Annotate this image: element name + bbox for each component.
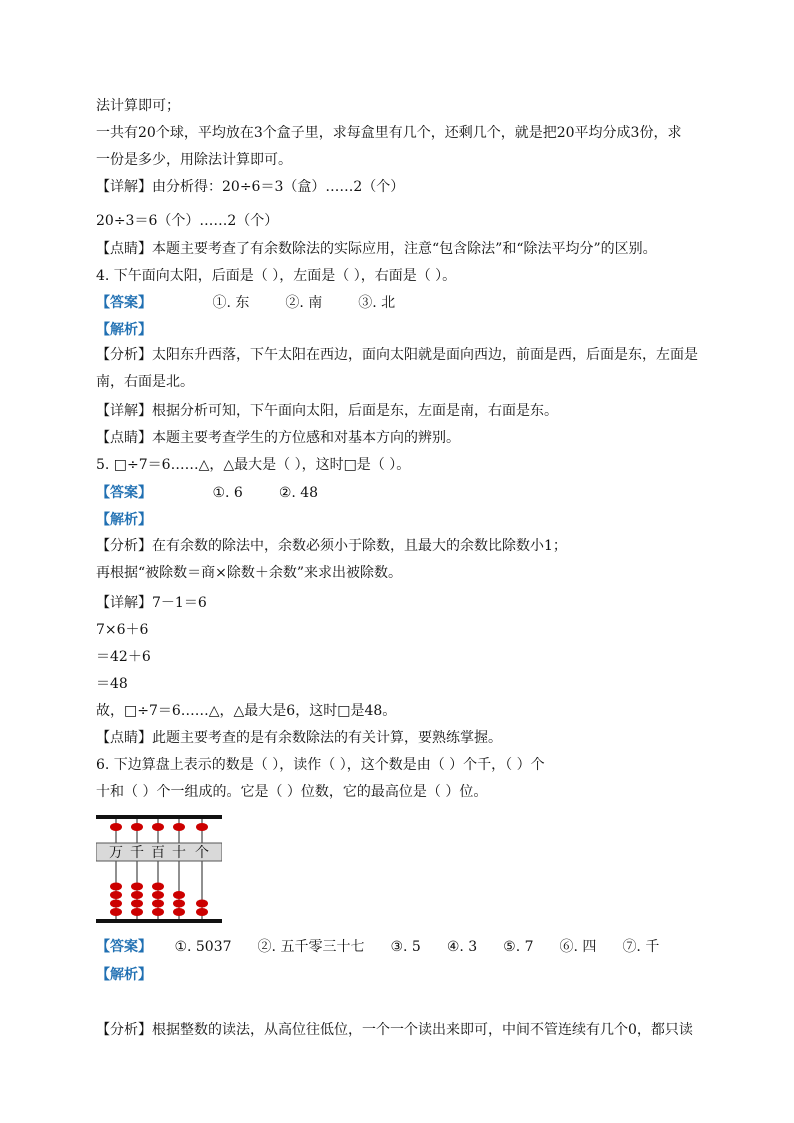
answer-label: 【答案】 xyxy=(96,485,152,501)
answer-item: ①. 东 xyxy=(212,295,250,311)
answer-items xyxy=(212,485,354,501)
text-line: 6. 下边算盘上表示的数是（ ），读作（ ），这个数是由（ ）个千，（ ）个 xyxy=(96,757,545,773)
abacus-upper-bead xyxy=(152,823,164,831)
text-line: 【分析】太阳东升西落，下午太阳在西边，面向太阳就是面向西边，前面是西，后面是东，左面是 xyxy=(96,347,698,363)
answer-item: ②. 南 xyxy=(285,295,323,311)
abacus-lower-bead xyxy=(173,908,185,916)
answer-item: ②. 48 xyxy=(278,485,319,501)
text-line: 【详解】由分析得：20÷6＝3（盒）……2（个） xyxy=(96,179,405,195)
abacus-lower-bead xyxy=(110,891,122,899)
text-line: ＝42＋6 xyxy=(96,649,151,665)
abacus-lower-bead xyxy=(173,900,185,908)
answer-item: ③. 5 xyxy=(390,939,421,955)
answer-label: 【答案】 xyxy=(96,295,152,311)
abacus-place-label: 十 xyxy=(172,845,186,861)
answer-item: ⑦. 千 xyxy=(622,939,660,955)
abacus-lower-bead xyxy=(131,891,143,899)
text-line: 再根据“被除数＝商×除数＋余数”来求出被除数。 xyxy=(96,565,403,581)
q4-answer-row xyxy=(96,294,706,312)
text-line: 【点睛】本题主要考查学生的方位感和对基本方向的辨别。 xyxy=(96,430,460,446)
answer-item: ⑥. 四 xyxy=(559,939,597,955)
text-line: 法计算即可； xyxy=(96,98,180,114)
abacus-upper-bead xyxy=(196,823,208,831)
analysis-label: 【解析】 xyxy=(96,512,152,528)
text-line: 【详解】7－1＝6 xyxy=(96,595,207,611)
text-line: 南，右面是北。 xyxy=(96,374,194,390)
answer-item: ④. 3 xyxy=(446,939,478,955)
abacus-place-label: 万 xyxy=(109,845,123,861)
abacus-upper-bead xyxy=(173,823,185,831)
abacus-lower-bead xyxy=(173,891,185,899)
answer-item: ③. 北 xyxy=(358,295,396,311)
abacus-lower-bead xyxy=(152,908,164,916)
abacus-lower-bead xyxy=(196,900,208,908)
answer-label: 【答案】 xyxy=(96,939,152,955)
abacus-bottom-bar xyxy=(96,919,222,923)
answer-items xyxy=(174,939,685,955)
text-line: 5. □÷7＝6……△，△最大是（ ），这时□是（ ）。 xyxy=(96,457,411,473)
analysis-label: 【解析】 xyxy=(96,967,152,983)
abacus-lower-bead xyxy=(152,883,164,891)
abacus-place-label: 千 xyxy=(130,845,144,861)
abacus-lower-bead xyxy=(131,908,143,916)
text-line: 十和（ ）个一组成的。它是（ ）位数，它的最高位是（ ）位。 xyxy=(96,784,488,800)
abacus-lower-bead xyxy=(152,891,164,899)
text-line: 20÷3＝6（个）……2（个） xyxy=(96,213,279,229)
text-line: 7×6＋6 xyxy=(96,622,149,638)
answer-item: ⑤. 7 xyxy=(503,939,534,955)
abacus-lower-bead xyxy=(131,883,143,891)
q5-answer-row xyxy=(96,484,706,502)
abacus-lower-bead xyxy=(110,908,122,916)
abacus-figure xyxy=(96,815,222,923)
text-line: 4. 下午面向太阳，后面是（ ），左面是（ ），右面是（ ）。 xyxy=(96,268,457,284)
text-line: 一共有20个球，平均放在3个盒子里，求每盒里有几个，还剩几个，就是把20平均分成3份，求 xyxy=(96,125,682,141)
abacus-upper-bead xyxy=(110,823,122,831)
abacus-lower-bead xyxy=(110,883,122,891)
abacus-lower-bead xyxy=(196,908,208,916)
abacus-place-label: 个 xyxy=(195,845,209,861)
text-line: 【点睛】此题主要考查的是有余数除法的有关计算，要熟练掌握。 xyxy=(96,730,502,746)
answer-item: ①. 6 xyxy=(212,485,243,501)
abacus-upper-bead xyxy=(131,823,143,831)
text-line: 【点睛】本题主要考查了有余数除法的实际应用，注意“包含除法”和“除法平均分”的区别。 xyxy=(96,241,657,257)
text-line: 【详解】根据分析可知，下午面向太阳，后面是东，左面是南，右面是东。 xyxy=(96,403,558,419)
answer-items xyxy=(212,295,431,311)
abacus-lower-bead xyxy=(131,900,143,908)
q6-answer-row xyxy=(96,938,706,956)
answer-item: ①. 5037 xyxy=(174,939,232,955)
analysis-label: 【解析】 xyxy=(96,322,152,338)
answer-item: ②. 五千零三十七 xyxy=(257,939,365,955)
text-line: 一份是多少，用除法计算即可。 xyxy=(96,152,292,168)
text-line: 【分析】在有余数的除法中，余数必须小于除数，且最大的余数比除数小1； xyxy=(96,538,567,554)
text-line: 故，□÷7＝6……△，△最大是6，这时□是48。 xyxy=(96,703,397,719)
abacus-lower-bead xyxy=(152,900,164,908)
abacus-top-bar xyxy=(96,815,222,819)
text-line: ＝48 xyxy=(96,676,128,692)
abacus-lower-bead xyxy=(110,900,122,908)
abacus-place-label: 百 xyxy=(151,845,165,861)
text-line: 【分析】根据整数的读法，从高位往低位，一个一个读出来即可，中间不管连续有几个0，都只读 xyxy=(96,1022,693,1038)
